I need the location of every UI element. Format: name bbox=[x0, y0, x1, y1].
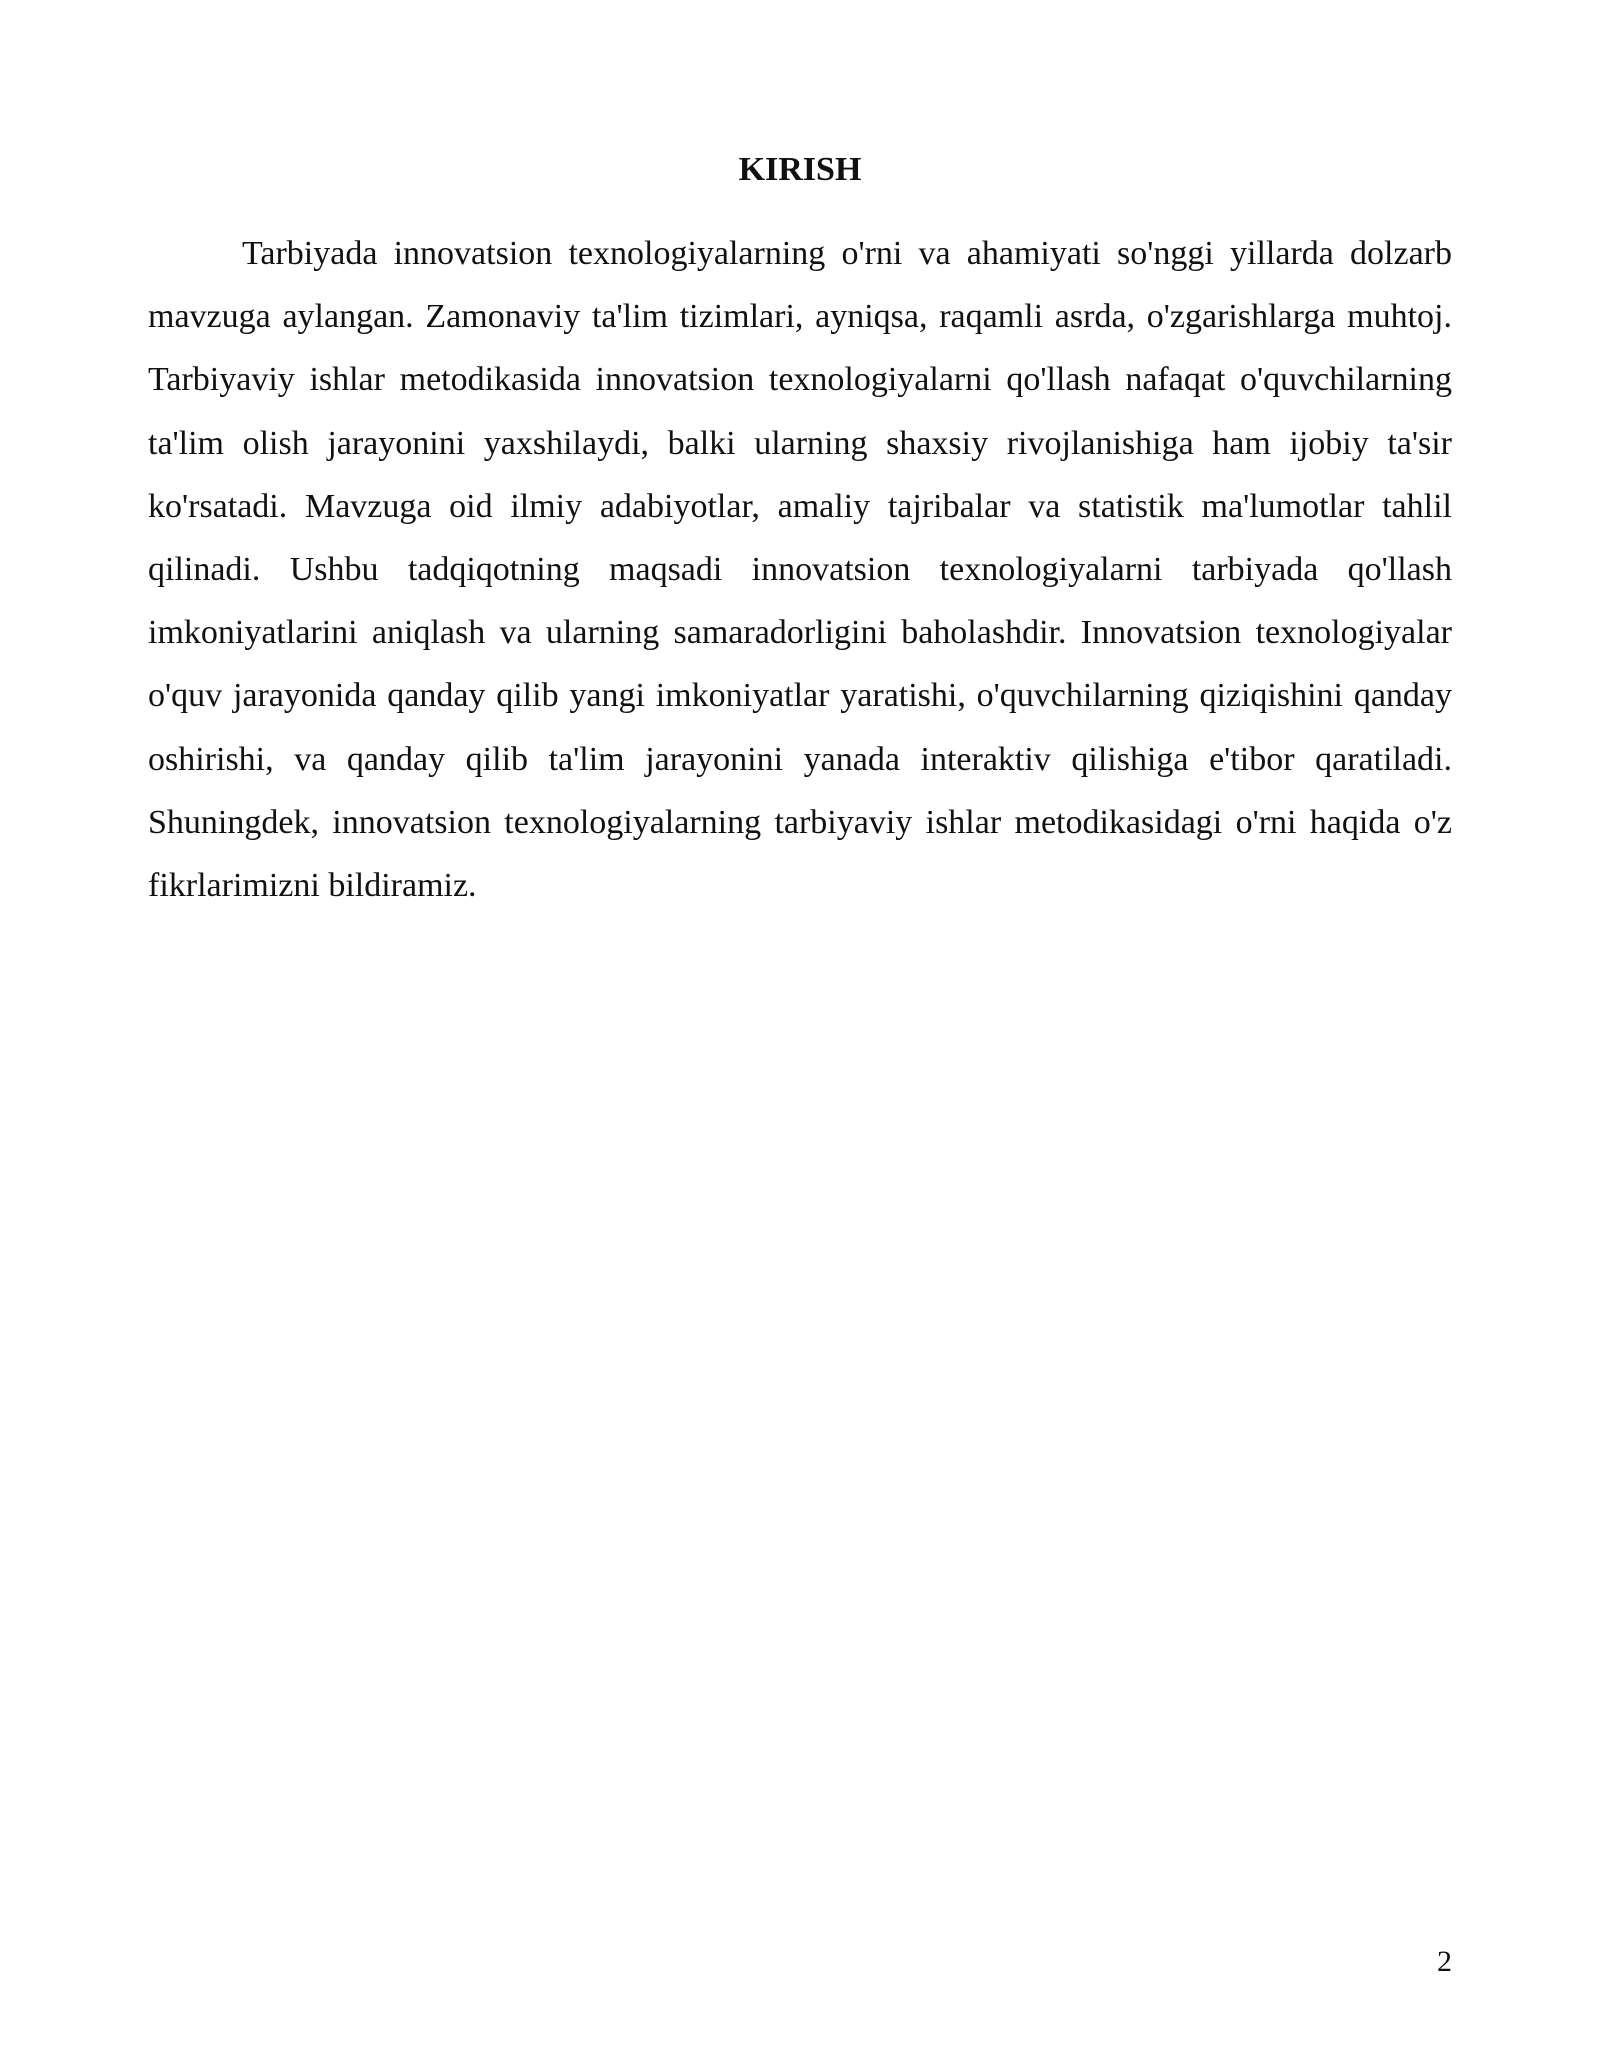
page-number: 2 bbox=[1437, 1945, 1452, 1978]
body-paragraph: Tarbiyada innovatsion texnologiyalarning o'rni va ahamiyati so'nggi yillarda dolzarb mavzuga aylangan. Zamonaviy ta'lim tizimlari, ayniqsa, raqamli asrda, o'zgarishlarga muhtoj. Tarbiyaviy ishlar metodikasida innovatsion texnologiyalarni qo'llash nafaqat o'quvchilarning ta'lim olish jarayonini yaxshilaydi, balki ularning shaxsiy rivojlanishiga ham ijobiy ta'sir ko'rsatadi. Mavzuga oid ilmiy adabiyotlar, amaliy tajribalar va statistik ma'lumotlar tahlil qilinadi. Ushbu tadqiqotning maqsadi innovatsion texnologiyalarni tarbiyada qo'llash imkoniyatlarini aniqlash va ularning samaradorligini baholashdir. Innovatsion texnologiyalar o'quv jarayonida qanday qilib yangi imkoniyatlar yaratishi, o'quvchilarning qiziqishini qanday oshirishi, va qanday qilib ta'lim jarayonini yanada interaktiv qilishiga e'tibor qaratiladi. Shuningdek, innovatsion texnologiyalarning tarbiyaviy ishlar metodikasidagi o'rni haqida o'z fikrlarimizni bildiramiz. bbox=[148, 235, 1452, 905]
section-heading: KIRISH bbox=[738, 151, 862, 188]
